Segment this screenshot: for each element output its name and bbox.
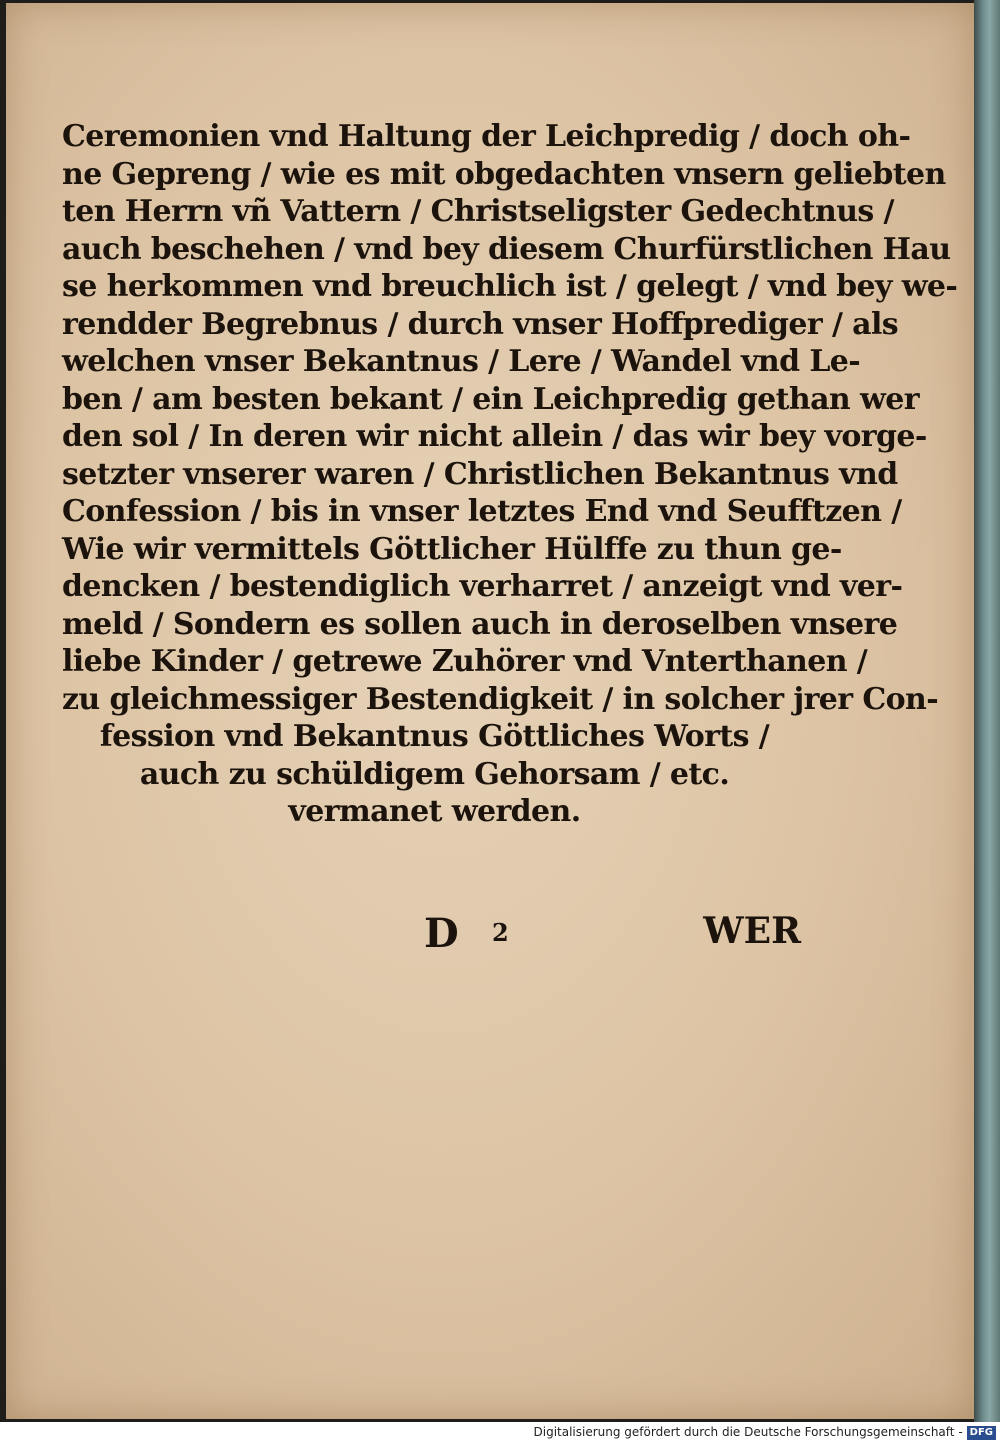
text-line: den sol / In deren wir nicht allein / das wir bey vorge- [62,419,927,454]
main-text-block [62,118,958,831]
text-line: auch beschehen / vnd bey diesem Churfürstlichen Hau [62,231,951,267]
text-line: se herkommen vnd breuchlich ist / gelegt / vnd bey we- [62,269,958,304]
text-line: welchen vnser Bekantnus / Lere / Wandel vnd Le- [62,344,861,379]
dfg-logo-icon: DFG [967,1426,996,1440]
text-line: liebe Kinder / getrewe Zuhörer vnd Vnterthanen / [62,644,868,679]
text-line: ben / am besten bekant / ein Leichpredig gethan wer [62,381,919,417]
catchword: WER [703,910,801,952]
text-line: ten Herrn vñ Vattern / Christseligster Gedechtnus / [62,194,894,229]
text-line: zu gleichmessiger Bestendigkeit / in solcher jrer Con- [62,681,939,717]
page-footer [62,908,807,968]
digitization-credit [0,1422,1000,1443]
text-line: auch zu schüldigem Gehorsam / etc. [139,756,730,792]
book-spine-edge [974,0,1000,1422]
text-line: dencken / bestendiglich verharret / anzeigt vnd ver- [62,569,903,604]
text-line: rendder Begrebnus / durch vnser Hoffprediger / als [62,306,899,342]
signature-number: 2 [492,918,509,947]
credit-text: Digitalisierung gefördert durch die Deutsche Forschungsgemeinschaft - [533,1425,963,1439]
text-line: setzter vnserer waren / Christlichen Bekantnus vnd [62,456,898,492]
signature-mark: D [424,910,459,957]
text-line: Confession / bis in vnser letztes End vnd Seufftzen / [62,494,902,529]
text-line: Ceremonien vnd Haltung der Leichpredig / doch oh- [62,119,911,154]
text-line: fession vnd Bekantnus Göttliches Worts / [99,719,770,754]
text-line: ne Gepreng / wie es mit obgedachten vnsern geliebten [62,156,946,192]
text-line: Wie wir vermittels Göttlicher Hülffe zu thun ge- [62,531,842,567]
text-line: meld / Sondern es sollen auch in deroselben vnsere [62,606,898,642]
text-line: vermanet werden. [288,794,581,829]
